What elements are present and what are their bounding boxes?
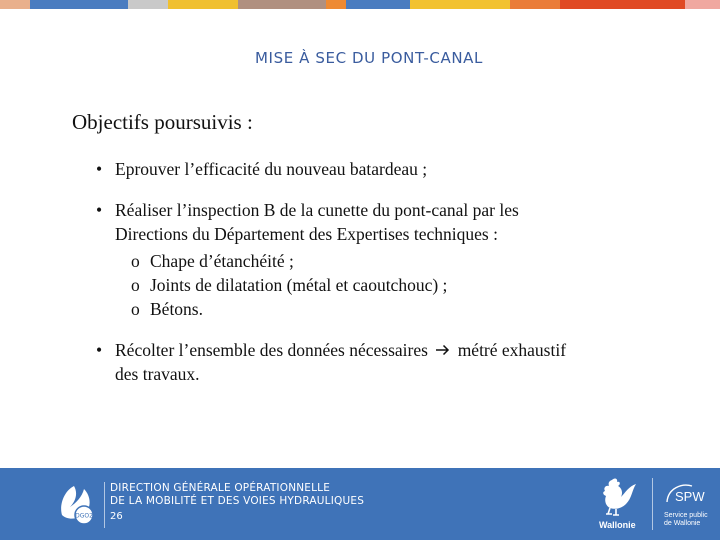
bullet-item [72,198,692,321]
sub-item [115,273,692,297]
dgo-line: DE LA MOBILITÉ ET DES VOIES HYDRAULIQUES [110,495,365,507]
dgo-logo-label: DGO2 [75,512,93,520]
stripe-segment [410,0,510,9]
sub-marker: o [131,275,140,295]
wallonie-rooster-logo-icon [596,476,640,523]
bullet-item [72,338,692,386]
bullet-text-line: des travaux. [115,364,200,384]
sub-marker: o [131,251,140,271]
wallonie-label: Wallonie [599,520,636,530]
bullet-text-part: Récolter l’ensemble des données nécessaires [115,340,428,360]
sub-marker: o [131,299,140,319]
bullet-item [72,157,692,181]
bullet-text: Eprouver l’efficacité du nouveau batardeau ; [115,159,428,179]
sub-item-text: Bétons. [150,299,203,319]
sub-item-text: Chape d’étanchéité ; [150,251,294,271]
stripe-segment [128,0,168,9]
footer-separator [652,478,653,530]
slide-content [72,110,692,396]
objectives-heading: Objectifs poursuivis : [72,110,253,134]
spw-name [664,512,708,528]
stripe-segment [326,0,346,9]
spw-logo-icon [664,482,710,513]
sub-item-text: Joints de dilatation (métal et caoutchouc) ; [150,275,448,295]
spw-line: Service public [664,512,708,519]
dgo2-logo-icon [56,481,98,530]
bullet-dot: • [96,340,103,360]
stripe-segment [346,0,410,9]
sub-item [115,297,692,321]
stripe-segment [238,0,326,9]
stripe-segment [510,0,560,9]
arrow-right-icon [435,338,450,362]
bullet-dot: • [96,159,103,179]
sub-item [115,249,692,273]
sub-list [115,249,692,321]
top-color-stripe [0,0,720,9]
stripe-segment [0,0,30,9]
slide-title: MISE À SEC DU PONT-CANAL [255,49,483,67]
footer-separator [104,482,105,528]
dgo-name [110,482,364,508]
stripe-segment [685,0,720,9]
dgo-line: DIRECTION GÉNÉRALE OPÉRATIONNELLE [110,482,331,494]
stripe-segment [560,0,685,9]
stripe-segment [30,0,128,9]
stripe-segment [168,0,238,9]
bullet-text-line: Réaliser l’inspection B de la cunette du pont-canal par les [115,200,519,220]
footer-bar [0,468,720,540]
bullet-text-line: Directions du Département des Expertises techniques : [115,224,498,244]
bullet-dot: • [96,200,103,220]
bullet-text-part: métré exhaustif [457,340,567,360]
spw-line: de Wallonie [664,520,701,527]
bullet-text-line [115,338,692,362]
page-number: 26 [110,511,123,522]
spw-label: SPW [675,489,705,504]
